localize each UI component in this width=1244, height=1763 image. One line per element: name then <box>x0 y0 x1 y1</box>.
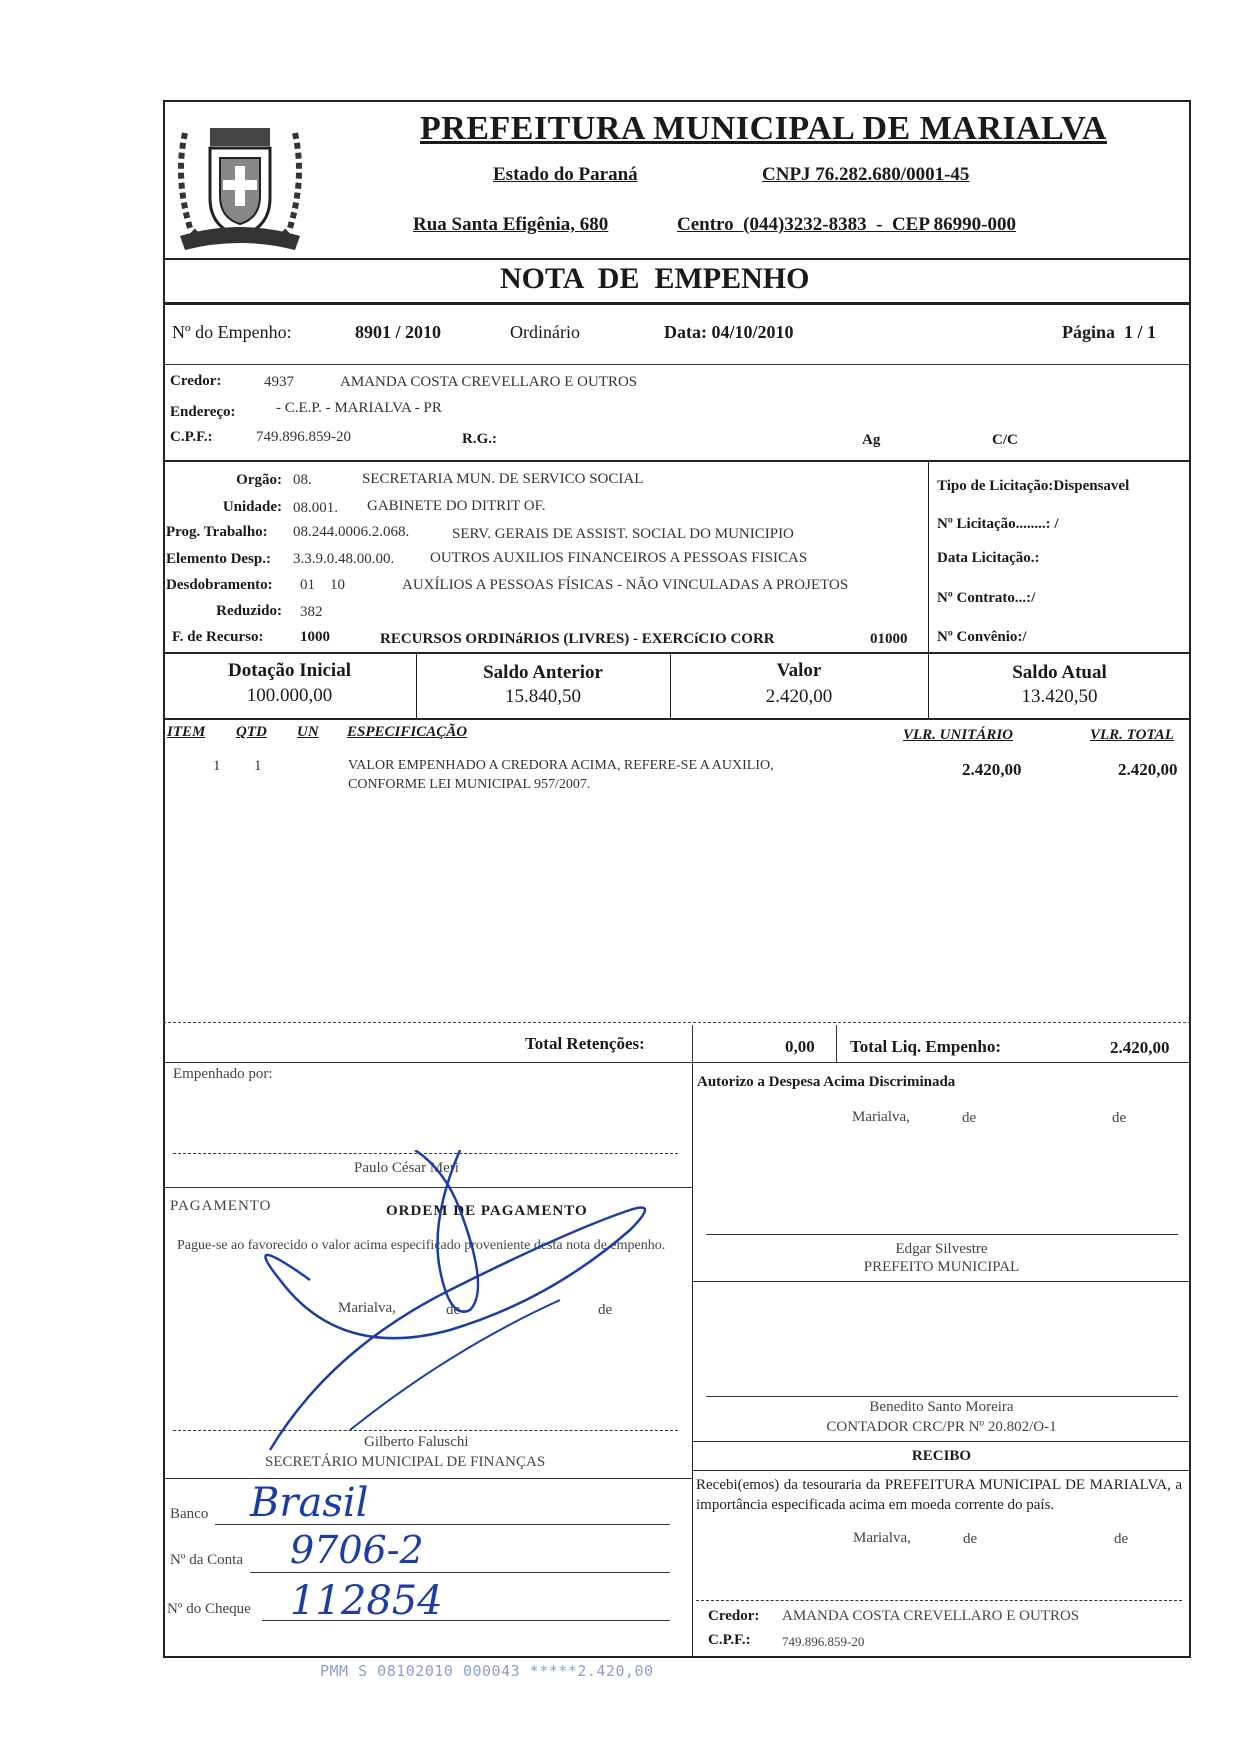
divider <box>163 652 1191 654</box>
municipal-crest-logo <box>165 118 315 258</box>
licitacao-contrato: Nº Contrato...:/ <box>937 590 1036 606</box>
unidade-value: GABINETE DO DITRIT OF. <box>367 498 546 514</box>
total-liquido-label: Total Liq. Empenho: <box>850 1037 1001 1056</box>
empenho-type: Ordinário <box>510 322 580 342</box>
licitacao-tipo: Tipo de Licitação:Dispensavel <box>937 478 1130 494</box>
cheque-handwritten: 112854 <box>290 1578 443 1624</box>
prefeito-role: PREFEITO MUNICIPAL <box>863 1259 1020 1275</box>
row-valor-total: 2.420,00 <box>1118 760 1178 779</box>
divider <box>692 1062 693 1658</box>
conta-handwritten: 9706-2 <box>290 1528 424 1572</box>
endereco-value: - C.E.P. - MARIALVA - PR <box>276 400 442 416</box>
conta-line <box>250 1572 670 1573</box>
empenhado-por-label: Empenhado por: <box>173 1066 273 1082</box>
autorizo-text: Autorizo a Despesa Acima Discriminada <box>697 1074 956 1090</box>
divider <box>928 460 929 652</box>
contador-role: CONTADOR CRC/PR Nº 20.802/O-1 <box>826 1419 1057 1435</box>
divider <box>692 1441 1191 1442</box>
licitacao-data: Data Licitação.: <box>937 550 1040 566</box>
pen-signature <box>250 1150 670 1480</box>
recibo-cpf-label: C.P.F.: <box>708 1632 751 1648</box>
orgao-value: SECRETARIA MUN. DE SERVICO SOCIAL <box>362 471 644 487</box>
rg-label: R.G.: <box>462 431 497 447</box>
recibo-date-de1: de <box>963 1531 978 1547</box>
recibo-text: Recebi(emos) da tesouraria da PREFEITURA MUNICIPAL DE MARIALVA, a importância especificada acima em moeda corrente do país. <box>696 1477 1182 1513</box>
cpf-value: 749.896.859-20 <box>256 429 351 445</box>
divider <box>692 1025 693 1062</box>
credor-label: Credor: <box>170 373 222 389</box>
recibo-credor-label: Credor: <box>708 1608 760 1624</box>
valor-value: 2.420,00 <box>765 686 833 707</box>
total-liquido-value: 2.420,00 <box>1110 1038 1170 1057</box>
prog-code: 08.244.0006.2.068. <box>293 524 410 540</box>
reduzido-label: Reduzido: <box>216 603 282 619</box>
prefeito-name: Edgar Silvestre <box>895 1241 988 1257</box>
header-contact: Centro (044)3232-8383 - CEP 86990-000 <box>677 214 1016 235</box>
header-title: PREFEITURA MUNICIPAL DE MARIALVA <box>420 110 1107 147</box>
banco-label: Banco <box>170 1506 209 1522</box>
left-date-de1: de <box>446 1302 461 1318</box>
credor-code: 4937 <box>264 374 294 390</box>
secretario-name: Gilberto Faluschi <box>364 1434 469 1450</box>
divider <box>163 258 1191 260</box>
cc-label: C/C <box>992 432 1018 448</box>
orgao-label: Orgão: <box>236 472 282 488</box>
right-city: Marialva, <box>852 1109 910 1125</box>
credor-name: AMANDA COSTA CREVELLARO E OUTROS <box>340 374 638 390</box>
signature-line <box>706 1396 1178 1397</box>
signature-line <box>706 1234 1178 1235</box>
total-retencoes-value: 0,00 <box>785 1037 815 1056</box>
col-un: UN <box>297 724 319 740</box>
row-desc-line1: VALOR EMPENHADO A CREDORA ACIMA, REFERE-SE A AUXILIO, <box>348 758 774 773</box>
saldo-atual-label: Saldo Atual <box>1012 662 1107 683</box>
header-cnpj: CNPJ 76.282.680/0001-45 <box>762 164 970 185</box>
col-valor-total: VLR. TOTAL <box>1090 727 1174 743</box>
row-item: 1 <box>213 758 221 774</box>
recurso-code: 1000 <box>300 629 330 645</box>
unidade-code: 08.001. <box>293 500 338 516</box>
divider <box>163 364 1191 365</box>
signature-line <box>696 1600 1182 1601</box>
recibo-title: RECIBO <box>911 1448 972 1464</box>
divider <box>692 1470 1191 1471</box>
page-number: Página 1 / 1 <box>1062 322 1157 342</box>
saldo-atual-value: 13.420,50 <box>1021 686 1098 707</box>
elemento-value: OUTROS AUXILIOS FINANCEIROS A PESSOAS FISICAS <box>430 550 808 566</box>
desdobramento-value: AUXÍLIOS A PESSOAS FÍSICAS - NÃO VINCULADAS A PROJETOS <box>402 577 849 593</box>
dotacao-value: 100.000,00 <box>246 685 333 706</box>
conta-label: Nº da Conta <box>170 1552 243 1568</box>
elemento-code: 3.3.9.0.48.00.00. <box>293 551 395 567</box>
total-retencoes-label: Total Retenções: <box>525 1034 645 1053</box>
empenho-number-label: Nº do Empenho: <box>172 322 292 342</box>
prog-value: SERV. GERAIS DE ASSIST. SOCIAL DO MUNICIPIO <box>452 526 794 542</box>
left-city: Marialva, <box>338 1300 396 1316</box>
recibo-credor-name: AMANDA COSTA CREVELLARO E OUTROS <box>782 1608 1080 1624</box>
elemento-label: Elemento Desp.: <box>166 551 271 567</box>
col-qtd: QTD <box>236 724 267 740</box>
dotacao-label: Dotação Inicial <box>228 660 351 681</box>
divider <box>163 1062 1191 1063</box>
ordem-pagamento-label: ORDEM DE PAGAMENTO <box>386 1203 588 1219</box>
header-state: Estado do Paraná <box>493 164 638 185</box>
divider <box>163 718 1191 720</box>
desdobramento-label: Desdobramento: <box>166 577 273 593</box>
licitacao-numero: Nº Licitação........: / <box>937 516 1059 532</box>
reduzido-value: 382 <box>300 604 323 620</box>
right-date-de2: de <box>1112 1110 1127 1126</box>
orgao-code: 08. <box>293 472 312 488</box>
unidade-label: Unidade: <box>222 499 282 515</box>
desdobramento-code: 01 10 <box>300 577 345 593</box>
contador-name: Benedito Santo Moreira <box>869 1399 1014 1415</box>
prog-label: Prog. Trabalho: <box>166 524 268 540</box>
empenho-number: 8901 / 2010 <box>355 322 442 342</box>
recibo-date-de2: de <box>1114 1531 1129 1547</box>
divider <box>692 1281 1191 1282</box>
divider <box>163 302 1191 305</box>
ag-label: Ag <box>862 432 881 448</box>
col-item: ITEM <box>167 724 206 740</box>
valor-label: Valor <box>776 660 822 681</box>
col-especificacao: ESPECIFICAÇÃO <box>347 724 468 740</box>
pague-se-text: Pague-se ao favorecido o valor acima especificado proveniente desta nota de empenho. <box>177 1238 666 1253</box>
recibo-cpf-value: 749.896.859-20 <box>782 1634 865 1649</box>
saldo-anterior-label: Saldo Anterior <box>483 662 603 683</box>
left-date-de2: de <box>598 1302 613 1318</box>
banco-handwritten: Brasil <box>250 1480 369 1526</box>
row-valor-unitario: 2.420,00 <box>962 760 1022 779</box>
cheque-label: Nº do Cheque <box>167 1601 251 1617</box>
divider <box>836 1025 837 1062</box>
empenhado-por-name: Paulo César Meri <box>354 1160 459 1176</box>
recurso-value: RECURSOS ORDINáRIOS (LIVRES) - EXERCíCIO CORR <box>380 631 775 647</box>
row-desc-line2: CONFORME LEI MUNICIPAL 957/2007. <box>348 777 591 792</box>
recurso-number: 01000 <box>870 631 908 647</box>
endereco-label: Endereço: <box>170 404 236 420</box>
payment-stamp: PMM S 08102010 000043 *****2.420,00 <box>320 1662 654 1680</box>
document-title: NOTA DE EMPENHO <box>500 262 810 295</box>
recibo-city: Marialva, <box>853 1530 911 1546</box>
empenho-date: Data: 04/10/2010 <box>664 322 794 342</box>
row-qtd: 1 <box>254 758 262 774</box>
divider <box>163 1022 1191 1023</box>
secretario-role: SECRETÁRIO MUNICIPAL DE FINANÇAS <box>265 1454 546 1470</box>
divider <box>163 460 1191 462</box>
right-date-de1: de <box>962 1110 977 1126</box>
col-valor-unitario: VLR. UNITÁRIO <box>903 727 1014 743</box>
licitacao-convenio: Nº Convênio:/ <box>937 629 1027 645</box>
pagamento-label: PAGAMENTO <box>170 1198 272 1214</box>
header-address: Rua Santa Efigênia, 680 <box>413 214 609 235</box>
cpf-label: C.P.F.: <box>170 429 213 445</box>
recurso-label: F. de Recurso: <box>172 629 264 645</box>
saldo-anterior-value: 15.840,50 <box>505 686 581 707</box>
